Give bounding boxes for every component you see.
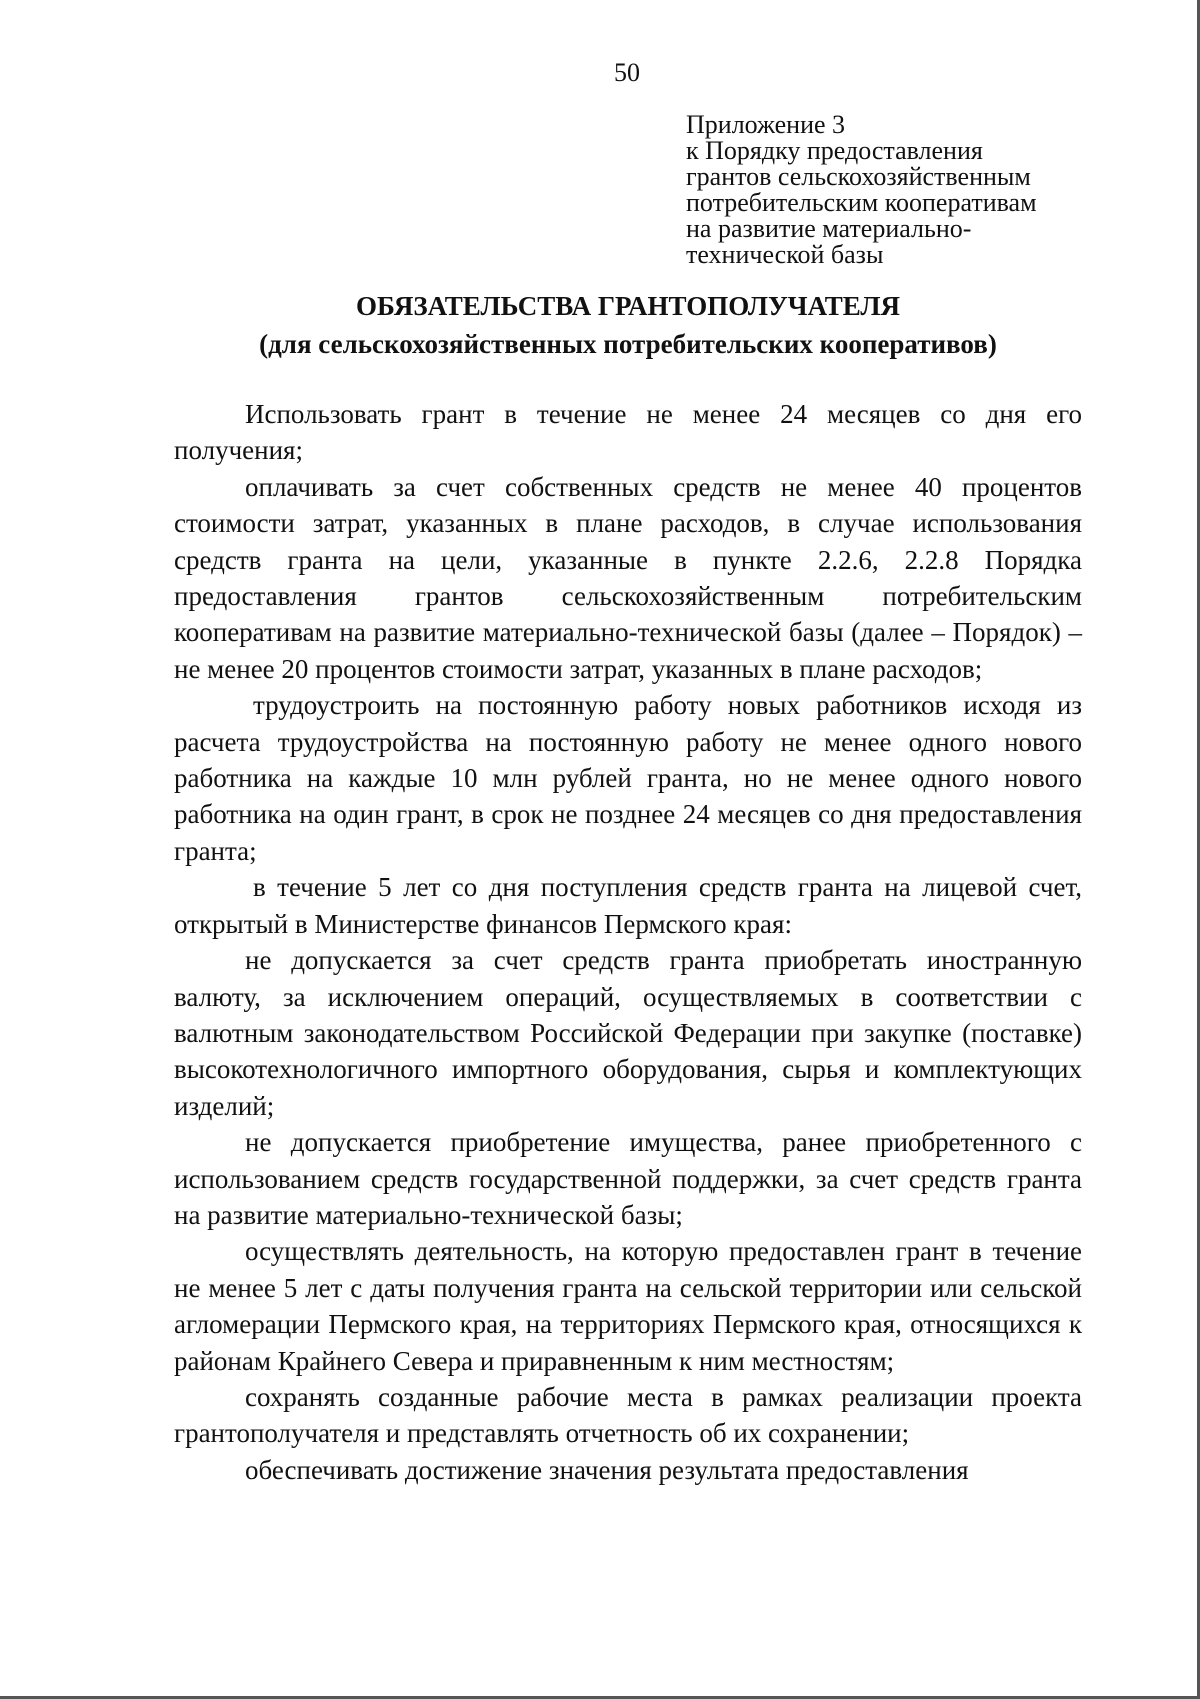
paragraph: не допускается приобретение имущества, ранее приобретенного с использованием средств государственной поддержки, за счет средств гранта на развитие материально-технической базы; bbox=[174, 1127, 1082, 1230]
appendix-line: технической базы bbox=[686, 240, 884, 269]
paragraph: сохранять созданные рабочие места в рамках реализации проекта грантополучателя и представлять отчетность об их сохранении; bbox=[174, 1381, 1082, 1449]
page-number: 50 bbox=[614, 58, 640, 87]
paragraph: трудоустроить на постоянную работу новых работников исходя из расчета трудоустройства на постоянную работу не менее одного нового работника на каждые 10 млн рублей гранта, но не менее одного нового работника на один грант, в срок не позднее 24 месяцев со дня предоставления гранта; bbox=[174, 690, 1082, 866]
appendix-line: к Порядку предоставления bbox=[686, 136, 983, 165]
document-subtitle: (для сельскохозяйственных потребительских кооперативов) bbox=[259, 329, 997, 359]
appendix-line: на развитие материально- bbox=[686, 214, 972, 243]
appendix-line: Приложение 3 bbox=[686, 110, 846, 139]
document-body bbox=[174, 396, 1082, 1488]
paragraph: обеспечивать достижение значения результата предоставления bbox=[245, 1454, 969, 1485]
paragraph: Использовать грант в течение не менее 24 месяцев со дня его получения; bbox=[174, 399, 1082, 466]
appendix-line: грантов сельскохозяйственным bbox=[686, 162, 1031, 191]
paragraph: в течение 5 лет со дня поступления средств гранта на лицевой счет, открытый в Министерстве финансов Пермского края: bbox=[174, 872, 1082, 939]
appendix-header bbox=[686, 112, 1106, 268]
paragraph: осуществлять деятельность, на которую предоставлен грант в течение не менее 5 лет с даты получения гранта на сельской территории или сельской агломерации Пермского края, на территориях Пермского края, относящихся к районам Крайнего Севера и приравненным к ним местностям; bbox=[174, 1236, 1082, 1376]
paragraph: не допускается за счет средств гранта приобретать иностранную валюту, за исключением операций, осуществляемых в соответствии с валютным законодательством Российской Федерации при закупке (поставке) высокотехнологичного импортного оборудования, сырья и комплектующих изделий; bbox=[174, 945, 1082, 1121]
appendix-line: потребительским кооперативам bbox=[686, 188, 1037, 217]
paragraph: оплачивать за счет собственных средств не менее 40 процентов стоимости затрат, указанных в плане расходов, в случае использования средств гранта на цели, указанные в пункте 2.2.6, 2.2.8 Порядка предоставления грантов сельскохозяйственным потребительским кооперативам на развитие материально-технической базы (далее – Порядок) – не менее 20 процентов стоимости затрат, указанных в плане расходов; bbox=[174, 471, 1082, 684]
document-title: ОБЯЗАТЕЛЬСТВА ГРАНТОПОЛУЧАТЕЛЯ bbox=[355, 291, 901, 321]
